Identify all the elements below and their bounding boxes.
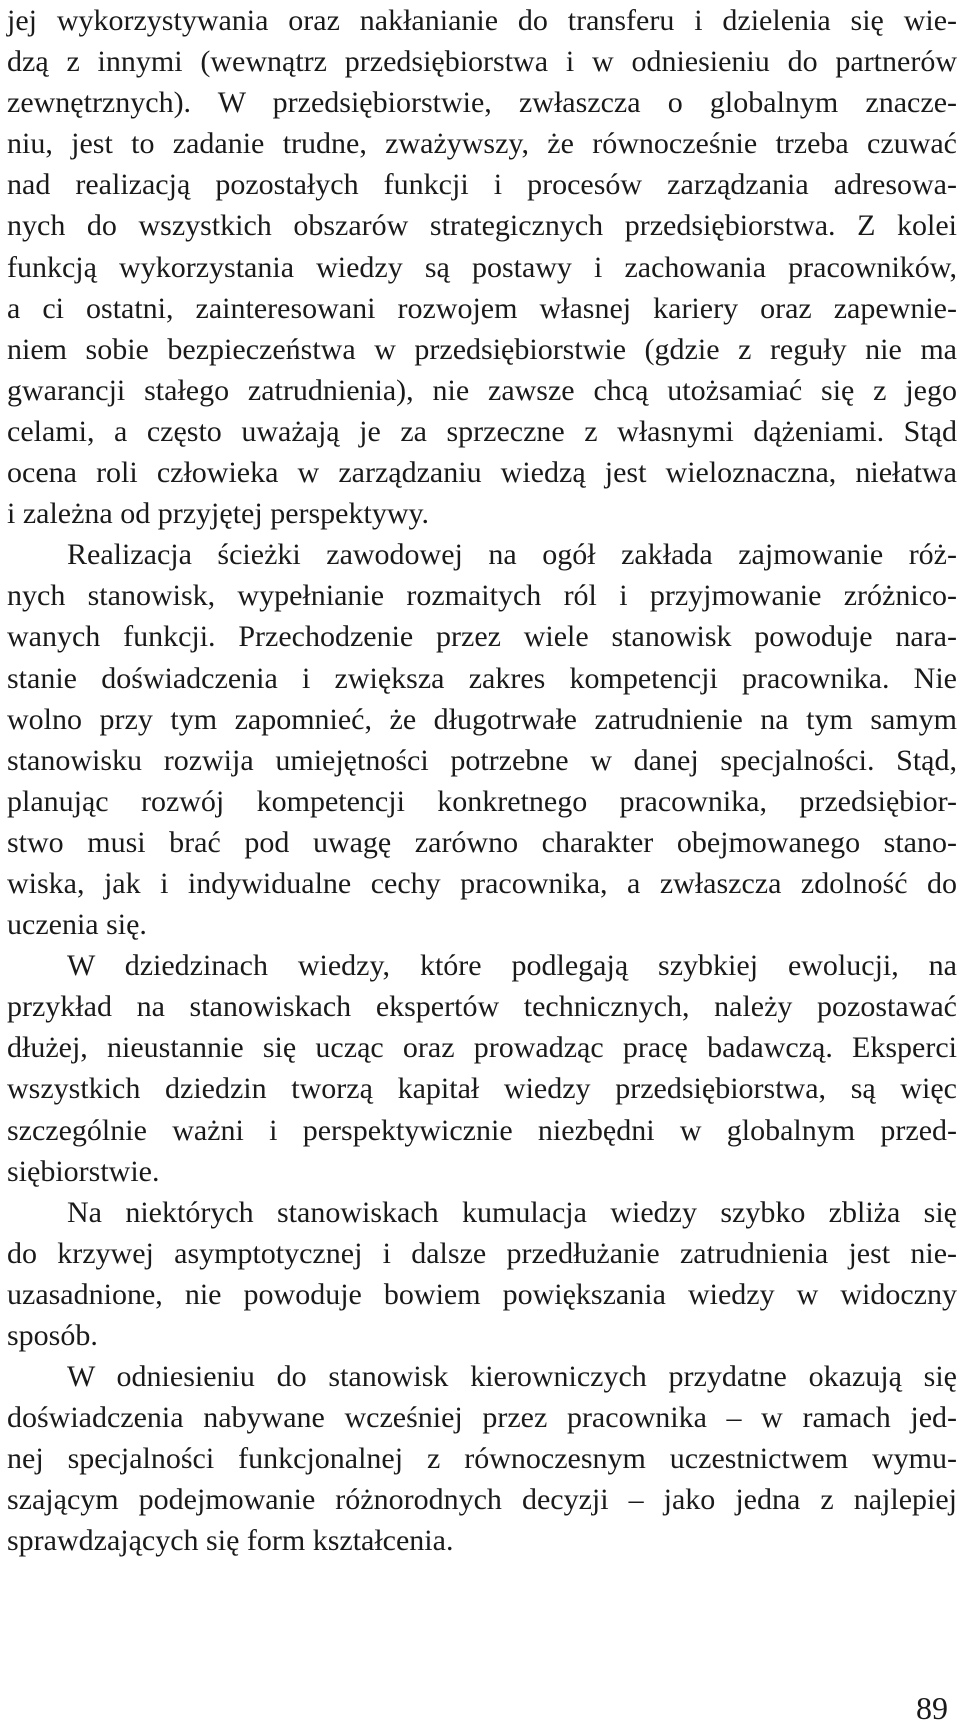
text-line: stwo musi brać pod uwagę zarówno charakter obejmowanego stano- — [7, 825, 957, 859]
paragraph — [7, 945, 957, 1192]
text-line: Na niektórych stanowiskach kumulacja wiedzy szybko zbliża się — [67, 1195, 957, 1229]
text-line: stanie doświadczenia i zwiększa zakres kompetencji pracownika. Nie — [7, 661, 957, 695]
text-line: niem sobie bezpieczeństwa w przedsiębiorstwie (gdzie z reguły nie ma — [7, 332, 957, 366]
text-line: szczególnie ważni i perspektywicznie niezbędni w globalnym przed- — [7, 1113, 957, 1147]
text-line: planując rozwój kompetencji konkretnego pracownika, przedsiębior- — [7, 784, 957, 818]
text-line: ocena roli człowieka w zarządzaniu wiedzą jest wieloznaczna, niełatwa — [7, 456, 957, 490]
text-line: wolno przy tym zapomnieć, że długotrwałe zatrudnienie na tym samym — [7, 702, 957, 736]
text-line: a ci ostatni, zainteresowani rozwojem własnej kariery oraz zapewnie- — [7, 291, 957, 325]
text-line: wiska, jak i indywidualne cechy pracownika, a zwłaszcza zdolność do — [7, 866, 957, 900]
text-line: doświadczenia nabywane wcześniej przez pracownika – w ramach jed- — [7, 1401, 957, 1435]
text-line: sprawdzających się form kształcenia. — [7, 1524, 454, 1558]
text-line: przykład na stanowiskach ekspertów technicznych, należy pozostawać — [7, 990, 957, 1024]
text-line: wanych funkcji. Przechodzenie przez wiele stanowisk powoduje nara- — [7, 620, 957, 654]
text-line: wszystkich dziedzin tworzą kapitał wiedzy przedsiębiorstwa, są więc — [7, 1072, 957, 1106]
text-line: funkcją wykorzystania wiedzy są postawy i zachowania pracowników, — [7, 250, 957, 284]
text-line: gwarancji stałego zatrudnienia), nie zawsze chcą utożsamiać się z jego — [7, 373, 957, 407]
text-line: stanowisku rozwija umiejętności potrzebne w danej specjalności. Stąd, — [7, 743, 957, 777]
text-line: W odniesieniu do stanowisk kierowniczych przydatne okazują się — [67, 1360, 957, 1394]
text-line: siębiorstwie. — [7, 1154, 160, 1188]
text-line: W dziedzinach wiedzy, które podlegają szybkiej ewolucji, na — [67, 949, 957, 983]
body-text — [7, 0, 957, 1562]
text-line: uczenia się. — [7, 908, 147, 942]
text-line: sposób. — [7, 1319, 98, 1352]
text-line: jej wykorzystywania oraz nakłanianie do transferu i dzielenia się wie- — [7, 4, 957, 37]
paragraph — [7, 1356, 957, 1561]
paragraph — [7, 1192, 957, 1356]
text-line: do krzywej asymptotycznej i dalsze przedłużanie zatrudnienia jest nie- — [7, 1236, 957, 1270]
page-number: 89 — [916, 1690, 948, 1726]
text-line: nej specjalności funkcjonalnej z równoczesnym uczestnictwem wymu- — [7, 1442, 957, 1476]
text-line: celami, a często uważają je za sprzeczne z własnymi dążeniami. Stąd — [7, 414, 957, 448]
text-line: nych do wszystkich obszarów strategicznych przedsiębiorstwa. Z kolei — [7, 209, 957, 243]
text-line: niu, jest to zadanie trudne, zważywszy, że równocześnie trzeba czuwać — [7, 127, 957, 161]
text-line: i zależna od przyjętej perspektywy. — [7, 497, 430, 531]
paragraph — [7, 534, 957, 945]
text-line: uzasadnione, nie powoduje bowiem powiększania wiedzy w widoczny — [7, 1277, 957, 1311]
text-line: nych stanowisk, wypełnianie rozmaitych ról i przyjmowanie zróżnico- — [7, 579, 957, 613]
text-line: szającym podejmowanie różnorodnych decyzji – jako jedna z najlepiej — [7, 1483, 957, 1517]
paragraph — [7, 0, 957, 534]
text-line: dzą z innymi (wewnątrz przedsiębiorstwa i w odniesieniu do partnerów — [7, 45, 957, 79]
text-line: Realizacja ścieżki zawodowej na ogół zakłada zajmowanie róż- — [67, 538, 957, 572]
text-line: dłużej, nieustannie się ucząc oraz prowadząc pracę badawczą. Eksperci — [7, 1031, 957, 1065]
text-line: nad realizacją pozostałych funkcji i procesów zarządzania adresowa- — [7, 168, 957, 202]
text-line: zewnętrznych). W przedsiębiorstwie, zwłaszcza o globalnym znacze- — [7, 86, 957, 120]
